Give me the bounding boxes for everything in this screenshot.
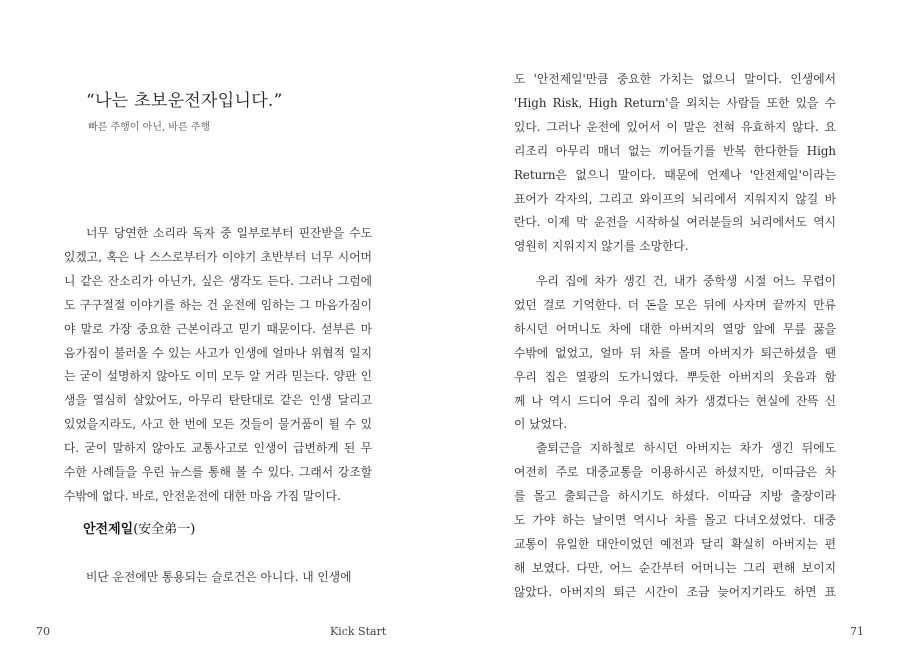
text-line: 여전히 주로 대중교통을 이용하시곤 하셨지만, 이따금은 차 bbox=[514, 465, 836, 480]
right-page bbox=[450, 0, 900, 668]
left-body-text bbox=[64, 222, 372, 509]
text-line: 수밖에 없다. 바로, 안전운전에 대한 마음 가짐 말이다. bbox=[64, 488, 341, 503]
text-line: 께 나 역시 드디어 우리 집에 차가 생겼다는 현실에 잔뜩 신 bbox=[514, 393, 836, 408]
chapter-title: “나는 초보운전자입니다.” bbox=[86, 91, 283, 111]
section-heading-hanja: (安全弟一) bbox=[133, 522, 196, 537]
text-line: 출퇴근을 지하철로 하시던 아버지는 차가 생긴 뒤에도 bbox=[536, 441, 836, 456]
text-line: 는 굳이 설명하지 않아도 이미 모두 알 거라 믿는다. 양판 인 bbox=[64, 369, 372, 384]
text-line: 우리 집은 열광의 도가니였다. 뿌듯한 아버지의 웃음과 함 bbox=[514, 369, 836, 384]
text-line: 음가짐이 불러올 수 있는 사고가 인생에 얼마나 위협적 일지 bbox=[64, 345, 372, 360]
running-title: Kick Start bbox=[330, 625, 387, 638]
text-line: 도 구구절절 이야기를 하는 건 운전에 임하는 그 마음가짐이 bbox=[64, 297, 372, 312]
text-line: 해 보였다. 다만, 어느 순간부터 어머니는 그리 편해 보이지 bbox=[514, 560, 836, 575]
text-line: 야 말로 가장 중요한 근본이라고 믿기 때문이다. 섣부른 마 bbox=[64, 321, 372, 336]
text-line: 있겠고, 혹은 나 스스로부터가 이야기 초반부터 너무 시어머 bbox=[64, 249, 372, 264]
text-line: 있었을지라도, 사고 한 번에 모든 것들이 물거품이 될 수 있 bbox=[64, 417, 372, 432]
chapter-subtitle: 빠른 주행이 아닌, 바른 주행 bbox=[88, 122, 211, 133]
text-line: 란다. 이제 막 운전을 시작하실 여러분들의 뇌리에서도 역시 bbox=[514, 215, 836, 230]
text-line: 었던 걸로 기억한다. 더 돈을 모은 뒤에 사자며 끝까지 만류 bbox=[514, 297, 836, 312]
page-number-left: 70 bbox=[36, 625, 50, 638]
text-line: 우리 집에 차가 생긴 건, 내가 중학생 시절 어느 무렵이 bbox=[536, 274, 836, 288]
section-heading bbox=[83, 518, 195, 537]
section-heading-text: 안전제일 bbox=[83, 522, 134, 537]
text-line: 도 가야 하는 날이면 역시나 차를 몰고 다녀오셨었다. 대중 bbox=[514, 513, 836, 528]
text-line: 하시던 어머니도 차에 대한 아버지의 열망 앞에 무릎 꿇을 bbox=[514, 321, 836, 336]
right-paragraph-2 bbox=[514, 270, 836, 605]
left-body-text-2 bbox=[64, 566, 372, 590]
text-line: 있다. 그러나 운전에 있어서 이 말은 전혀 유효하지 않다. 요 bbox=[514, 119, 836, 134]
text-line: Return은 없으니 말이다. 때문에 언제나 '안전제일'이라는 bbox=[514, 167, 836, 182]
text-line: 생을 열심히 살았어도, 아무리 탄탄대로 같은 인생 달리고 bbox=[64, 393, 372, 408]
text-line: 니 같은 잔소리가 아닌가, 싶은 생각도 든다. 그러나 그럼에 bbox=[64, 273, 372, 288]
text-line: 수밖에 없었고, 얼마 뒤 차를 몰며 아버지가 퇴근하셨을 땐 bbox=[514, 345, 836, 360]
right-paragraph-1 bbox=[514, 68, 836, 259]
text-line: 다. 굳이 말하지 않아도 교통사고로 인생이 급변하게 된 무 bbox=[64, 441, 372, 456]
text-line: 교통이 유일한 대안이었던 예전과 달리 확실히 아버지는 편 bbox=[514, 536, 836, 551]
text-line: 영원히 지워지지 않기를 소망한다. bbox=[514, 239, 689, 254]
text-line: 않았다. 아버지의 퇴근 시간이 조금 늦어지기라도 하면 표 bbox=[514, 584, 836, 599]
text-line: 비단 운전에만 통용되는 슬로건은 아니다. 내 인생에 bbox=[86, 570, 352, 584]
text-line: 리조리 아무리 매너 없는 끼어들기를 반복 한다한들 High bbox=[514, 143, 836, 158]
text-line: 이 났었다. bbox=[514, 417, 568, 432]
text-line: 너무 당연한 소리라 독자 중 일부로부터 핀잔받을 수도 bbox=[86, 226, 372, 240]
text-line: 표어가 각자의, 그리고 와이프의 뇌리에서 지워지지 않길 바 bbox=[514, 191, 836, 206]
text-line: 'High Risk, High Return'을 외치는 사람들 또한 있을 수 bbox=[514, 95, 836, 110]
page-number-right: 71 bbox=[850, 625, 864, 638]
text-line: 도 '안전제일'만큼 중요한 가치는 없으니 말이다. 인생에서 bbox=[514, 72, 836, 86]
text-line: 를 몰고 출퇴근을 하시기도 하셨다. 이따금 지방 출장이라 bbox=[514, 489, 836, 504]
text-line: 수한 사례들을 우린 뉴스를 통해 볼 수 있다. 그래서 강조할 bbox=[64, 465, 372, 480]
